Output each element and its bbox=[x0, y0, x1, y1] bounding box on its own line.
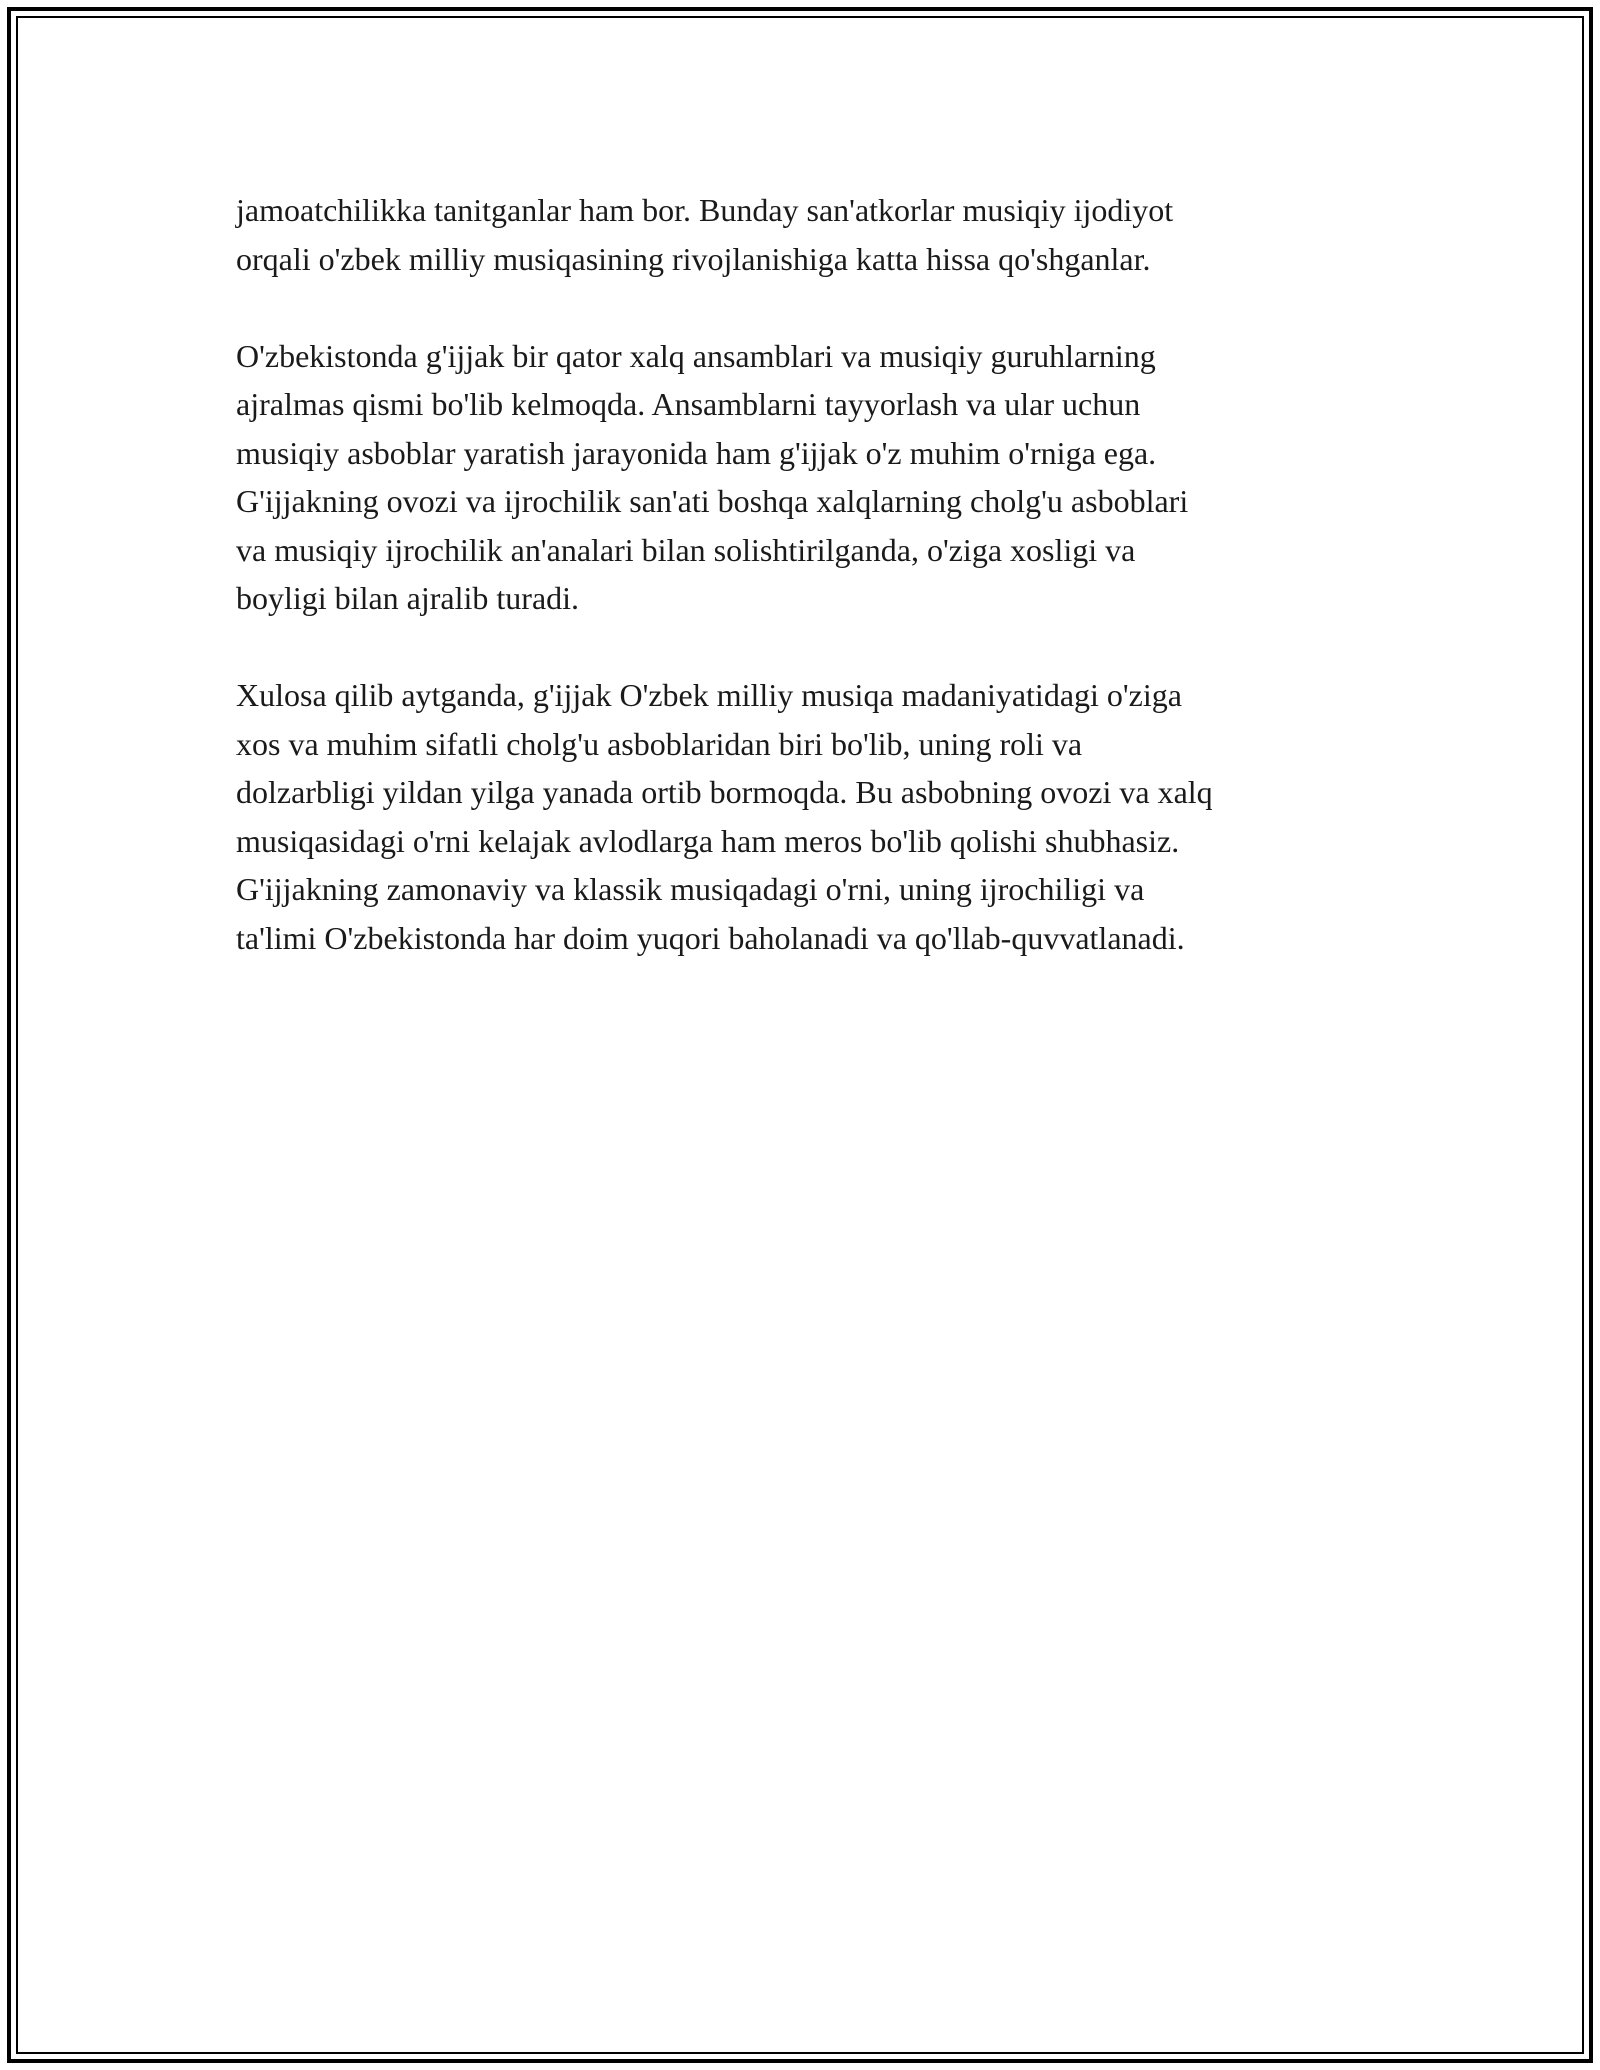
paragraph-1: jamoatchilikka tanitganlar ham bor. Bunday san'atkorlar musiqiy ijodiyot orqali o'zbek milliy musiqasining rivojlanishiga katta hissa qo'shganlar. bbox=[236, 192, 1174, 277]
paragraph-2: O'zbekistonda g'ijjak bir qator xalq ansamblari va musiqiy guruhlarning ajralmas qismi bo'lib kelmoqda. Ansamblarni tayyorlash va ular uchun musiqiy asboblar yaratish jarayonida ham g'ijjak o'z muhim o'rniga ega. G'ijjakning ovozi va ijrochilik san'ati boshqa xalqlarning cholg'u asboblari va musiqiy ijrochilik an'analari bilan solishtirilganda, o'ziga xosligi va boyligi bilan ajralib turadi. bbox=[236, 337, 1189, 616]
paragraph-3: Xulosa qilib aytganda, g'ijjak O'zbek milliy musiqa madaniyatidagi o'ziga xos va muhim sifatli cholg'u asboblaridan biri bo'lib, uning roli va dolzarbligi yildan yilga yanada ortib bormoqda. Bu asbobning ovozi va xalq musiqasidagi o'rni kelajak avlodlarga ham meros bo'lib qolishi shubhasiz. G'ijjakning zamonaviy va klassik musiqadagi o'rni, uning ijrochiligi va ta'limi O'zbekistonda har doim yuqori baholanadi va qo'llab-quvvatlanadi. bbox=[236, 677, 1213, 956]
document-body bbox=[236, 186, 1366, 1011]
